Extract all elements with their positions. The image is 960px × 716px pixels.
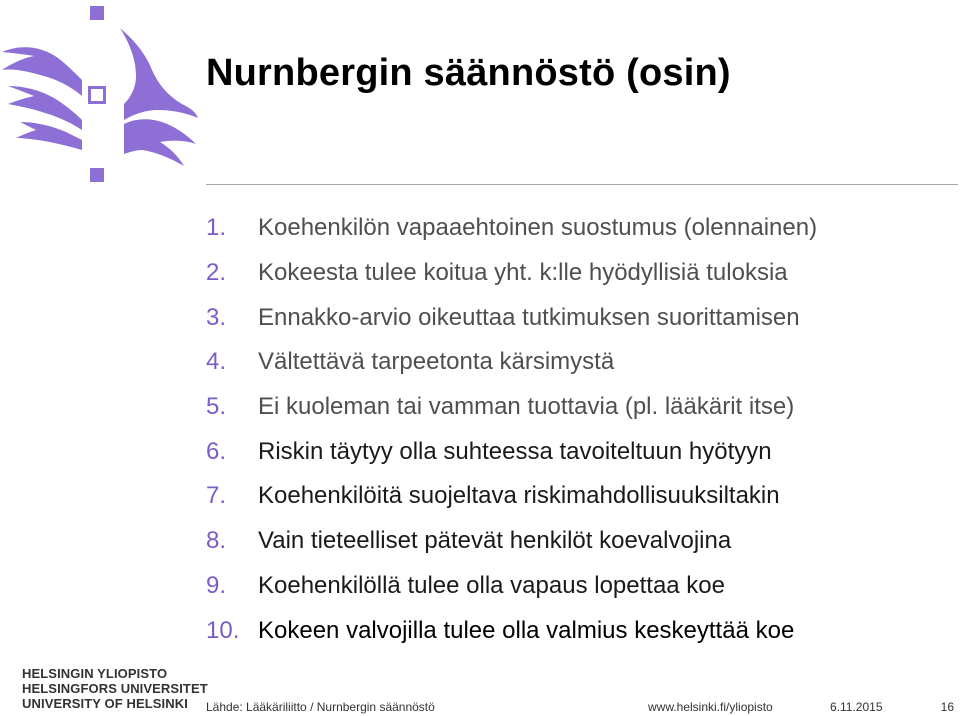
rules-list xyxy=(206,206,946,653)
item-number: 7. xyxy=(206,482,227,510)
university-flame-logo-icon xyxy=(0,0,200,200)
footer-date: 6.11.2015 xyxy=(830,700,883,714)
list-item xyxy=(206,206,946,251)
item-number: 2. xyxy=(206,259,227,287)
item-text: Kokeesta tulee koitua yht. k:lle hyödyllisiä tuloksia xyxy=(258,259,788,287)
item-text: Vältettävä tarpeetonta kärsimystä xyxy=(258,348,615,376)
item-text: Ei kuoleman tai vamman tuottavia (pl. lääkärit itse) xyxy=(258,393,795,421)
item-number: 8. xyxy=(206,527,227,555)
list-item xyxy=(206,519,946,564)
title-divider xyxy=(206,184,958,185)
footer-source: Lähde: Lääkäriliitto / Nurnbergin säännöstö xyxy=(206,700,435,714)
university-name-sv: HELSINGFORS UNIVERSITET xyxy=(22,681,208,696)
list-item xyxy=(206,429,946,474)
university-name-en: UNIVERSITY OF HELSINKI xyxy=(22,696,188,711)
item-text: Koehenkilöitä suojeltava riskimahdollisuuksiltakin xyxy=(258,482,780,510)
footer-website-link[interactable]: www.helsinki.fi/yliopisto xyxy=(648,700,773,714)
slide-title: Nurnbergin säännöstö (osin) xyxy=(206,52,731,94)
item-number: 5. xyxy=(206,393,227,421)
list-item xyxy=(206,385,946,430)
list-item xyxy=(206,608,946,653)
item-text: Kokeen valvojilla tulee olla valmius keskeyttää koe xyxy=(258,616,795,644)
list-item xyxy=(206,564,946,609)
footer-page-number: 16 xyxy=(940,700,954,714)
university-name-fi: HELSINGIN YLIOPISTO xyxy=(22,666,168,681)
item-number: 10. xyxy=(206,616,240,644)
university-wordmark xyxy=(22,666,208,711)
item-text: Vain tieteelliset pätevät henkilöt koevalvojina xyxy=(258,527,732,555)
list-item xyxy=(206,251,946,296)
item-text: Riskin täytyy olla suhteessa tavoiteltuun hyötyyn xyxy=(258,437,772,465)
item-text: Koehenkilön vapaaehtoinen suostumus (olennainen) xyxy=(258,214,818,242)
list-item xyxy=(206,295,946,340)
item-number: 9. xyxy=(206,571,227,599)
list-item xyxy=(206,340,946,385)
item-number: 3. xyxy=(206,303,227,331)
item-number: 4. xyxy=(206,348,227,376)
item-text: Ennakko-arvio oikeuttaa tutkimuksen suorittamisen xyxy=(258,303,800,331)
item-text: Koehenkilöllä tulee olla vapaus lopettaa koe xyxy=(258,571,726,599)
item-number: 6. xyxy=(206,437,227,465)
list-item xyxy=(206,474,946,519)
item-number: 1. xyxy=(206,214,227,242)
